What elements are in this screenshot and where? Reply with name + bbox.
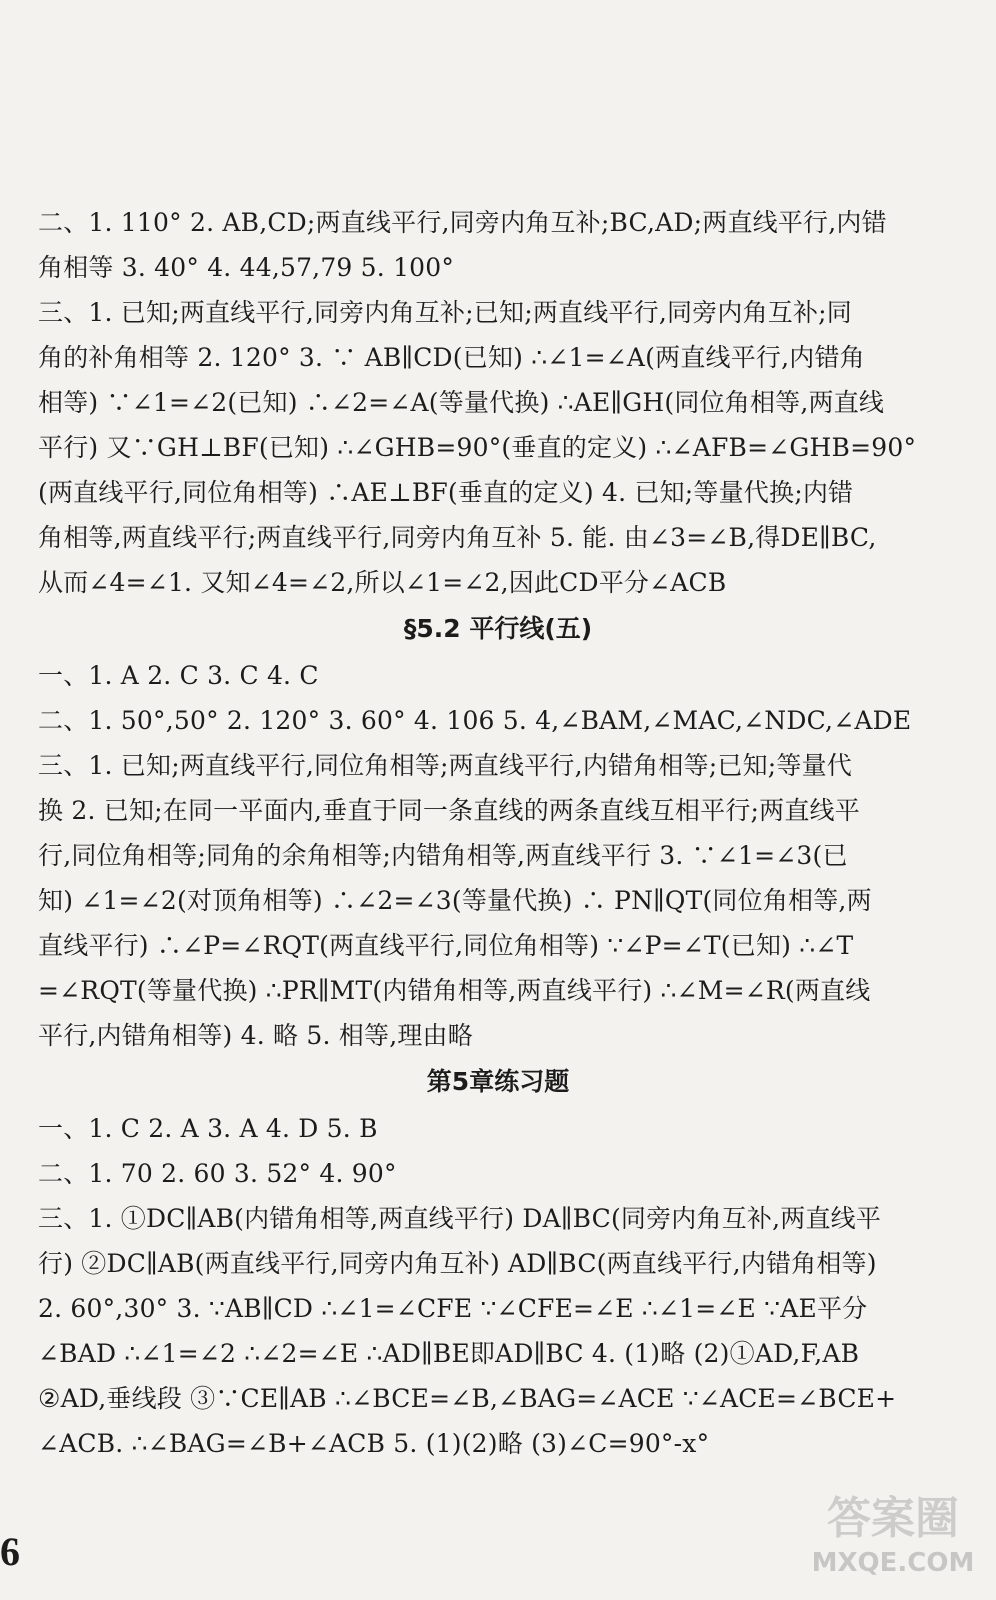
text-line: 直线平行) ∴∠P=∠RQT(两直线平行,同位角相等) ∵∠P=∠T(已知) ∴∠T — [38, 931, 854, 960]
text-line: ②AD,垂线段 ③∵CE∥AB ∴∠BCE=∠B,∠BAG=∠ACE ∵∠ACE=∠BCE+ — [38, 1384, 897, 1413]
chapter-heading: 第5章练习题 — [426, 1067, 570, 1096]
text-line: 角的补角相等 2. 120° 3. ∵ AB∥CD(已知) ∴∠1=∠A(两直线平行,内错角 — [38, 343, 865, 372]
text-line: 二、1. 70 2. 60 3. 52° 4. 90° — [38, 1159, 397, 1188]
answer-content — [38, 200, 958, 1466]
text-line: 角相等 3. 40° 4. 44,57,79 5. 100° — [38, 253, 455, 282]
text-line: 一、1. C 2. A 3. A 4. D 5. B — [38, 1114, 378, 1143]
text-line: =∠RQT(等量代换) ∴PR∥MT(内错角相等,两直线平行) ∴∠M=∠R(两直线 — [38, 976, 871, 1005]
watermark-logo-text: 答案圈 — [827, 1493, 959, 1544]
text-line: 相等) ∵∠1=∠2(已知) ∴∠2=∠A(等量代换) ∴AE∥GH(同位角相等,两直线 — [38, 388, 885, 417]
text-line: 换 2. 已知;在同一平面内,垂直于同一条直线的两条直线互相平行;两直线平 — [38, 796, 860, 825]
watermark-logo — [808, 1490, 978, 1590]
text-line: 一、1. A 2. C 3. C 4. C — [38, 661, 319, 690]
text-line: 二、1. 110° 2. AB,CD;两直线平行,同旁内角互补;BC,AD;两直线平行,内错 — [38, 208, 887, 237]
text-line: 知) ∠1=∠2(对顶角相等) ∴∠2=∠3(等量代换) ∴ PN∥QT(同位角相等,两 — [38, 886, 872, 915]
text-line: 2. 60°,30° 3. ∵AB∥CD ∴∠1=∠CFE ∵∠CFE=∠E ∴∠1=∠E ∵AE平分 — [38, 1294, 868, 1323]
text-line: 三、1. ①DC∥AB(内错角相等,两直线平行) DA∥BC(同旁内角互补,两直线平 — [38, 1204, 882, 1233]
text-line: 角相等,两直线平行;两直线平行,同旁内角互补 5. 能. 由∠3=∠B,得DE∥BC, — [38, 523, 877, 552]
text-line: 行) ②DC∥AB(两直线平行,同旁内角互补) AD∥BC(两直线平行,内错角相等) — [38, 1249, 877, 1278]
text-line: 平行,内错角相等) 4. 略 5. 相等,理由略 — [38, 1021, 473, 1050]
text-line: 行,同位角相等;同角的余角相等;内错角相等,两直线平行 3. ∵∠1=∠3(已 — [38, 841, 848, 870]
section-heading: §5.2 平行线(五) — [403, 614, 593, 643]
text-line: (两直线平行,同位角相等) ∴AE⊥BF(垂直的定义) 4. 已知;等量代换;内错 — [38, 478, 854, 507]
page-number: 6 — [0, 1529, 20, 1574]
text-line: 平行) 又∵GH⊥BF(已知) ∴∠GHB=90°(垂直的定义) ∴∠AFB=∠GHB=90° — [38, 433, 917, 462]
text-line: 二、1. 50°,50° 2. 120° 3. 60° 4. 106 5. 4,∠BAM,∠MAC,∠NDC,∠ADE — [38, 706, 912, 735]
text-line: ∠ACB. ∴∠BAG=∠B+∠ACB 5. (1)(2)略 (3)∠C=90°-x° — [38, 1429, 710, 1458]
watermark-url: MXQE.COM — [811, 1548, 975, 1578]
text-line: ∠BAD ∴∠1=∠2 ∴∠2=∠E ∴AD∥BE即AD∥BC 4. (1)略 (2)①AD,F,AB — [38, 1339, 860, 1368]
text-line: 三、1. 已知;两直线平行,同位角相等;两直线平行,内错角相等;已知;等量代 — [38, 751, 852, 780]
text-line: 三、1. 已知;两直线平行,同旁内角互补;已知;两直线平行,同旁内角互补;同 — [38, 298, 852, 327]
text-line: 从而∠4=∠1. 又知∠4=∠2,所以∠1=∠2,因此CD平分∠ACB — [38, 568, 727, 597]
